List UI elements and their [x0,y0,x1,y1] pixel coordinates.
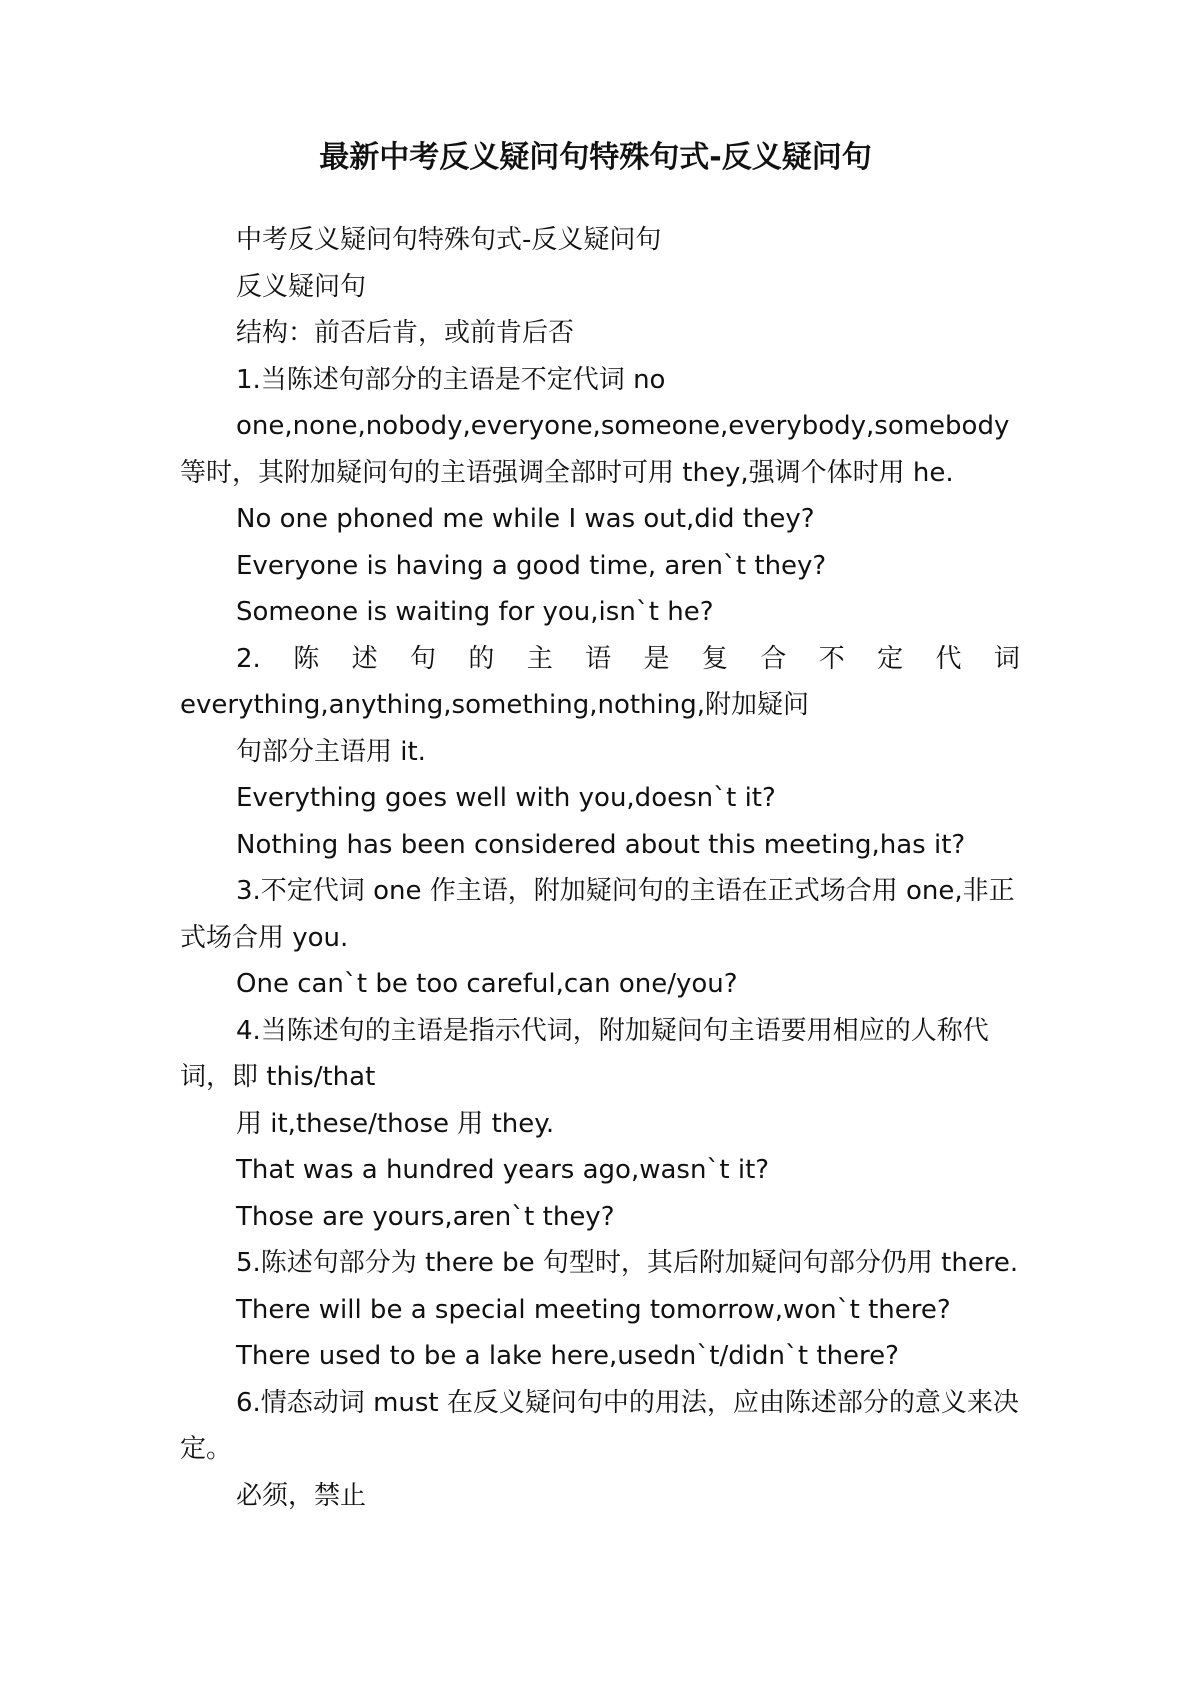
example-sentence: Everyone is having a good time, aren`t they? [236,550,827,581]
paragraph: 6.情态动词 must 在反义疑问句中的用法，应由陈述部分的意义来决定。 [180,1387,1019,1464]
example-sentence: Everything goes well with you,doesn`t it? [236,783,776,813]
document-body [180,217,1020,1519]
paragraph: 结构：前否后肯，或前肯后否 [236,318,575,348]
spaced-char: 复 [701,643,728,674]
spaced-char: 合 [760,643,787,674]
spaced-char: 语 [585,643,612,674]
paragraph: 等时，其附加疑问句的主语强调全部时可用 they,强调个体时用 he. [180,457,954,488]
spaced-char: 词 [993,643,1020,674]
example-sentence: One can`t be too careful,can one/you? [236,969,738,999]
paragraph: 1.当陈述句部分的主语是不定代词 no [236,364,666,395]
paragraph: everything,anything,something,nothing,附加疑问 [180,690,809,720]
example-sentence: There will be a special meeting tomorrow,won`t there? [236,1294,951,1325]
spaced-char: 2. [236,643,261,674]
paragraph: 用 it,these/those 用 they. [236,1108,555,1139]
spaced-char: 是 [643,643,670,674]
example-sentence: That was a hundred years ago,wasn`t it? [236,1155,770,1185]
paragraph: 4.当陈述句的主语是指示代词，附加疑问句主语要用相应的人称代词，即 this/that [180,1015,989,1092]
spaced-char: 句 [409,643,436,674]
example-sentence: No one phoned me while I was out,did they? [236,504,815,534]
example-sentence: Someone is waiting for you,isn`t he? [236,597,714,627]
paragraph: 反义疑问句 [236,271,367,302]
example-sentence: There used to be a lake here,usedn`t/didn`t there? [236,1341,899,1371]
spaced-char: 述 [351,643,378,674]
document-title: 最新中考反义疑问句特殊句式-反义疑问句 [319,140,872,175]
spaced-char: 主 [526,643,553,674]
paragraph: 中考反义疑问句特殊句式-反义疑问句 [236,225,662,255]
example-sentence: Nothing has been considered about this meeting,has it? [236,829,966,860]
spaced-rule-line [180,636,1020,683]
spaced-char: 的 [468,643,495,674]
paragraph: 必须，禁止 [236,1480,367,1511]
spaced-char: 代 [935,643,962,674]
paragraph: one,none,nobody,everyone,someone,everybody,somebody [236,411,1010,441]
example-sentence: Those are yours,aren`t they? [236,1201,615,1232]
paragraph: 5.陈述句部分为 there be 句型时，其后附加疑问句部分仍用 there. [236,1248,1019,1278]
paragraph: 3.不定代词 one 作主语，附加疑问句的主语在正式场合用 one,非正式场合用 you. [180,876,1015,953]
spaced-char: 定 [877,643,904,674]
paragraph: 句部分主语用 it. [236,736,426,767]
spaced-char: 不 [818,643,845,674]
spaced-char: 陈 [293,643,320,674]
